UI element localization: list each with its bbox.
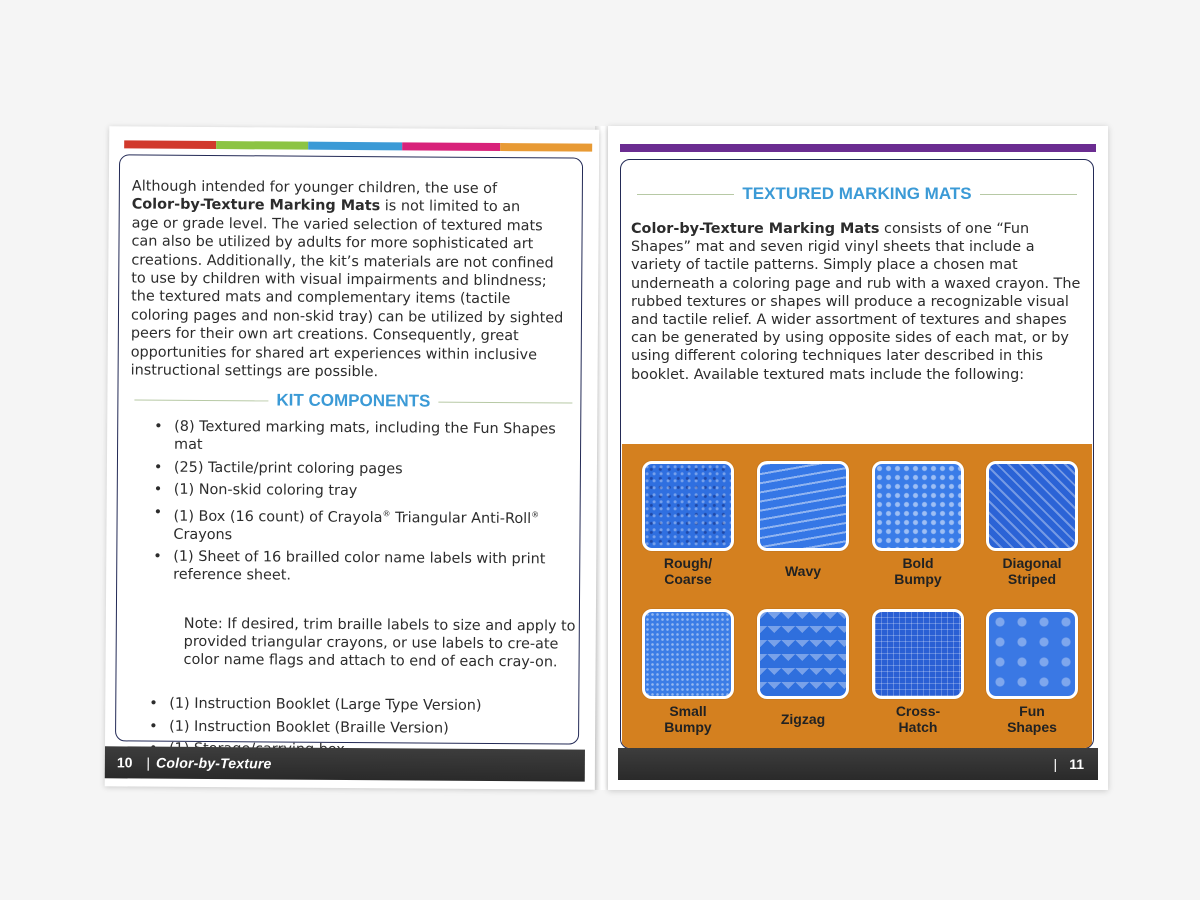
page-number: 10	[116, 754, 133, 771]
left-page	[105, 126, 600, 789]
product-name: Color-by-Texture Marking Mats	[631, 221, 880, 237]
heading-text: TEXTURED MARKING MATS	[742, 184, 972, 203]
intro-line: is not limited to an	[380, 198, 521, 216]
mat-label-line: Zigzag	[780, 711, 826, 727]
page-number: 11	[1069, 756, 1084, 772]
intro-line: instructional settings are possible.	[130, 362, 379, 381]
mat-label-line: Bumpy	[894, 571, 942, 587]
kit-item-text: (8) Textured marking mats, including the Fun Shapes mat	[174, 418, 556, 453]
kit-note: Note: If desired, trim braille labels to size and apply to provided triangular crayons, or use labels to cre-ate color name flags and attach to end of each cray-on.	[183, 615, 576, 671]
mat-small-bumpy	[642, 609, 734, 699]
heading-rule	[637, 194, 734, 195]
mat-label-line: Diagonal	[1002, 555, 1062, 571]
mat-label	[632, 703, 744, 735]
kit-item-text: (1) Instruction Booklet (Braille Version)	[169, 718, 449, 737]
kit-item	[149, 695, 564, 716]
mat-fun-shapes	[986, 609, 1078, 699]
intro-line: Although intended for younger children, the use of	[131, 178, 498, 198]
intro-line: to use by children with visual impairments and blindness;	[131, 270, 547, 290]
registered-mark: ®	[382, 508, 391, 519]
kit-item-text: (1) Non-skid coloring tray	[173, 481, 358, 500]
kit-item-text: (1) Sheet of 16 brailled color name labels with print reference sheet.	[173, 548, 546, 584]
mat-label	[976, 703, 1088, 735]
kit-list	[153, 418, 569, 592]
mat-label-line: Cross-	[895, 703, 941, 719]
kit-item	[154, 481, 569, 502]
kit-item	[149, 717, 564, 738]
heading-rule	[980, 194, 1077, 195]
color-strip-blue	[308, 142, 402, 151]
mat-label-line: Hatch	[898, 719, 938, 735]
mat-diagonal	[986, 461, 1078, 551]
kit-item	[154, 418, 569, 457]
mat-label-line: Wavy	[784, 563, 822, 579]
mat-label	[862, 555, 974, 587]
content-panel	[620, 159, 1094, 749]
kit-item-text: (1) Instruction Booklet (Large Type Version)	[169, 695, 482, 714]
mat-zigzag	[757, 609, 849, 699]
kit-item-text: Triangular Anti-Roll	[390, 509, 532, 527]
kit-item	[154, 458, 569, 479]
intro-line: peers for their own art creations. Consequently, great	[130, 325, 519, 345]
content-panel	[115, 154, 583, 744]
intro-line: opportunities for shared art experiences within inclusive	[130, 344, 538, 363]
page-footer	[105, 746, 585, 781]
mat-label-line: Shapes	[1007, 719, 1057, 735]
intro-line: coloring pages and non-skid tray) can be utilized by sighted	[130, 307, 564, 327]
intro-line: creations. Additionally, the kit’s materials are not confined	[131, 252, 554, 272]
color-strip-orange	[500, 143, 592, 152]
mat-wavy	[757, 461, 849, 551]
footer-separator: |	[1053, 756, 1058, 772]
color-strip-purple	[620, 144, 1096, 152]
mat-label-line: Striped	[1007, 571, 1057, 587]
color-strip-green	[216, 141, 308, 150]
mat-label-line: Rough/	[663, 555, 713, 571]
intro-paragraph	[131, 177, 577, 383]
mat-label	[862, 703, 974, 735]
mat-label	[747, 711, 859, 727]
kit-item-text: Crayons	[173, 526, 233, 543]
book-title: Color-by-Texture	[156, 754, 272, 772]
mats-intro-paragraph	[631, 220, 1083, 384]
heading-rule	[134, 399, 268, 401]
mat-cross-hatch	[872, 609, 964, 699]
kit-item-text: (25) Tactile/print coloring pages	[173, 459, 403, 477]
mat-label-line: Bumpy	[664, 719, 712, 735]
intro-line: the textured mats and complementary items (tactile	[131, 288, 511, 308]
heading-rule	[438, 401, 572, 403]
mat-rough	[642, 461, 734, 551]
heading-text: KIT COMPONENTS	[276, 390, 431, 411]
mat-label-line: Bold	[902, 555, 934, 571]
product-name: Color-by-Texture Marking Mats	[131, 196, 381, 215]
mat-bold-bumpy	[872, 461, 964, 551]
kit-item	[153, 548, 568, 587]
color-strip	[124, 140, 592, 151]
registered-mark: ®	[531, 510, 540, 520]
page-footer	[618, 748, 1098, 780]
kit-item	[153, 503, 568, 546]
kit-components-heading	[134, 389, 572, 412]
footer-separator: |	[146, 754, 151, 771]
kit-item-text: (1) Box (16 count) of Crayola	[173, 508, 383, 526]
mat-label-line: Small	[669, 703, 707, 719]
color-strip-pink	[402, 142, 500, 151]
intro-text: consists of one “Fun Shapes” mat and seven rigid vinyl sheets that include a variety of tactile patterns. Simply place a chosen mat underneath a coloring page and rub with a waxed crayon. The rubbed textures or shapes will produce a recognizable visual and tactile relief. A wider assortment of textures and shapes can be generated by using opposite sides of each mat, or by using different coloring techniques later described in this booklet. Available textured mats include the following:	[631, 221, 1081, 383]
right-page	[608, 126, 1108, 790]
intro-line: can also be utilized by adults for more sophisticated art	[131, 233, 534, 253]
mat-label	[632, 555, 744, 587]
intro-line: age or grade level. The varied selection of textured mats	[131, 215, 543, 235]
textured-mats-heading	[637, 184, 1077, 204]
mat-label-line: Coarse	[664, 571, 712, 587]
mat-label-line: Fun	[1019, 703, 1045, 719]
mats-gallery	[622, 444, 1092, 749]
color-strip-red	[124, 140, 216, 149]
mat-label	[747, 563, 859, 579]
mat-label	[976, 555, 1088, 587]
